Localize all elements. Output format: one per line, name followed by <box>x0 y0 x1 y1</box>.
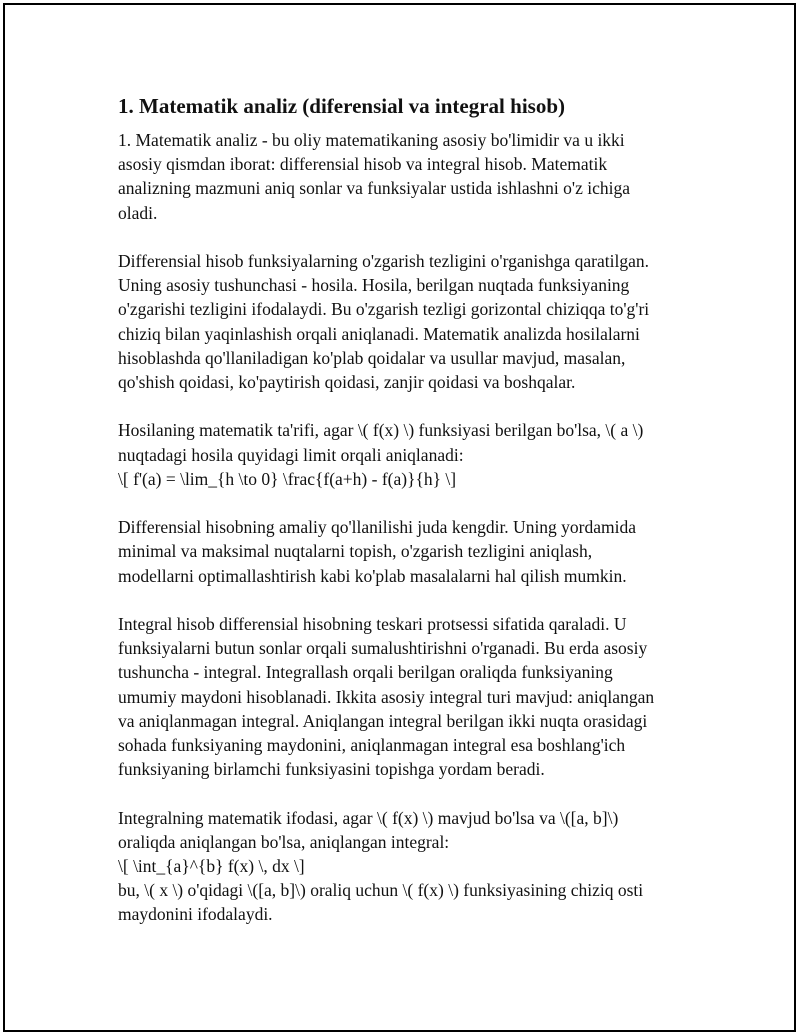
document-body <box>118 93 688 951</box>
paragraph-line: sohada funksiyaning maydonini, aniqlanmagan integral esa boshlang'ich <box>118 735 626 756</box>
paragraph-line: analizning mazmuni aniq sonlar va funksiyalar ustida ishlashni o'z ichiga <box>118 178 630 199</box>
paragraph-differential <box>118 249 688 394</box>
paragraph-line: Differensial hisobning amaliy qo'llanilishi juda kengdir. Uning yordamida <box>118 517 637 538</box>
paragraph-derivative-definition <box>118 418 688 491</box>
paragraph-line: Integralning matematik ifodasi, agar \( f(x) \) mavjud bo'lsa va \([a, b]\) <box>118 807 619 828</box>
paragraph-line: 1. Matematik analiz - bu oliy matematikaning asosiy bo'limidir va u ikki <box>118 130 625 150</box>
paragraph-line: funksiyalarni butun sonlar orqali sumalushtirishni o'rganadi. Bu erda asosiy <box>118 638 648 659</box>
paragraph-line: qo'shish qoidasi, ko'paytirish qoidasi, zanjir qoidasi va boshqalar. <box>118 372 576 393</box>
paragraph-line: oladi. <box>118 202 158 223</box>
integral-formula: \[ \int_{a}^{b} f(x) \, dx \] <box>118 856 305 877</box>
paragraph-line: tushuncha - integral. Integrallash orqali berilgan oraliqda funksiyaning <box>118 662 613 683</box>
paragraph-line: o'zgarishi tezligini ifodalaydi. Bu o'zgarish tezligi gorizontal chiziqqa to'g'ri <box>118 299 650 320</box>
paragraph-line: bu, \( x \) o'qidagi \([a, b]\) oraliq uchun \( f(x) \) funksiyasining chiziq osti <box>118 880 644 901</box>
paragraph-intro <box>118 128 688 225</box>
paragraph-line: nuqtadagi hosila quyidagi limit orqali aniqlanadi: <box>118 444 464 465</box>
paragraph-line: Differensial hisob funksiyalarning o'zgarish tezligini o'rganishga qaratilgan. <box>118 251 650 271</box>
document-title: 1. Matematik analiz (diferensial va integral hisob) <box>118 94 565 118</box>
paragraph-integral-definition <box>118 806 688 927</box>
paragraph-line: hisoblashda qo'llaniladigan ko'plab qoidalar va usullar mavjud, masalan, <box>118 347 626 368</box>
paragraph-line: modellarni optimallashtirish kabi ko'plab masalalarni hal qilish mumkin. <box>118 565 627 586</box>
paragraph-line: Integral hisob differensial hisobning teskari protsessi sifatida qaraladi. U <box>118 614 627 634</box>
paragraph-line: umumiy maydoni hisoblanadi. Ikkita asosiy integral turi mavjud: aniqlangan <box>118 686 655 707</box>
paragraph-integral <box>118 612 688 781</box>
paragraph-line: maydonini ifodalaydi. <box>118 904 273 925</box>
paragraph-line: asosiy qismdan iborat: differensial hisob va integral hisob. Matematik <box>118 154 608 175</box>
paragraph-line: Uning asosiy tushunchasi - hosila. Hosila, berilgan nuqtada funksiyaning <box>118 275 630 296</box>
paragraph-line: va aniqlanmagan integral. Aniqlangan integral berilgan ikki nuqta orasidagi <box>118 710 648 731</box>
paragraph-line: funksiyaning birlamchi funksiyasini topishga yordam beradi. <box>118 759 545 780</box>
paragraph-line: Hosilaning matematik ta'rifi, agar \( f(x) \) funksiyasi berilgan bo'lsa, \( a \) <box>118 420 644 441</box>
paragraph-line: minimal va maksimal nuqtalarni topish, o'zgarish tezligini aniqlash, <box>118 541 593 562</box>
paragraph-applications <box>118 515 688 588</box>
paragraph-line: oraliqda aniqlangan bo'lsa, aniqlangan integral: <box>118 831 450 852</box>
paragraph-line: chiziq bilan yaqinlashish orqali aniqlanadi. Matematik analizda hosilalarni <box>118 323 640 344</box>
derivative-formula: \[ f'(a) = \lim_{h \to 0} \frac{f(a+h) - f(a)}{h} \] <box>118 468 457 489</box>
